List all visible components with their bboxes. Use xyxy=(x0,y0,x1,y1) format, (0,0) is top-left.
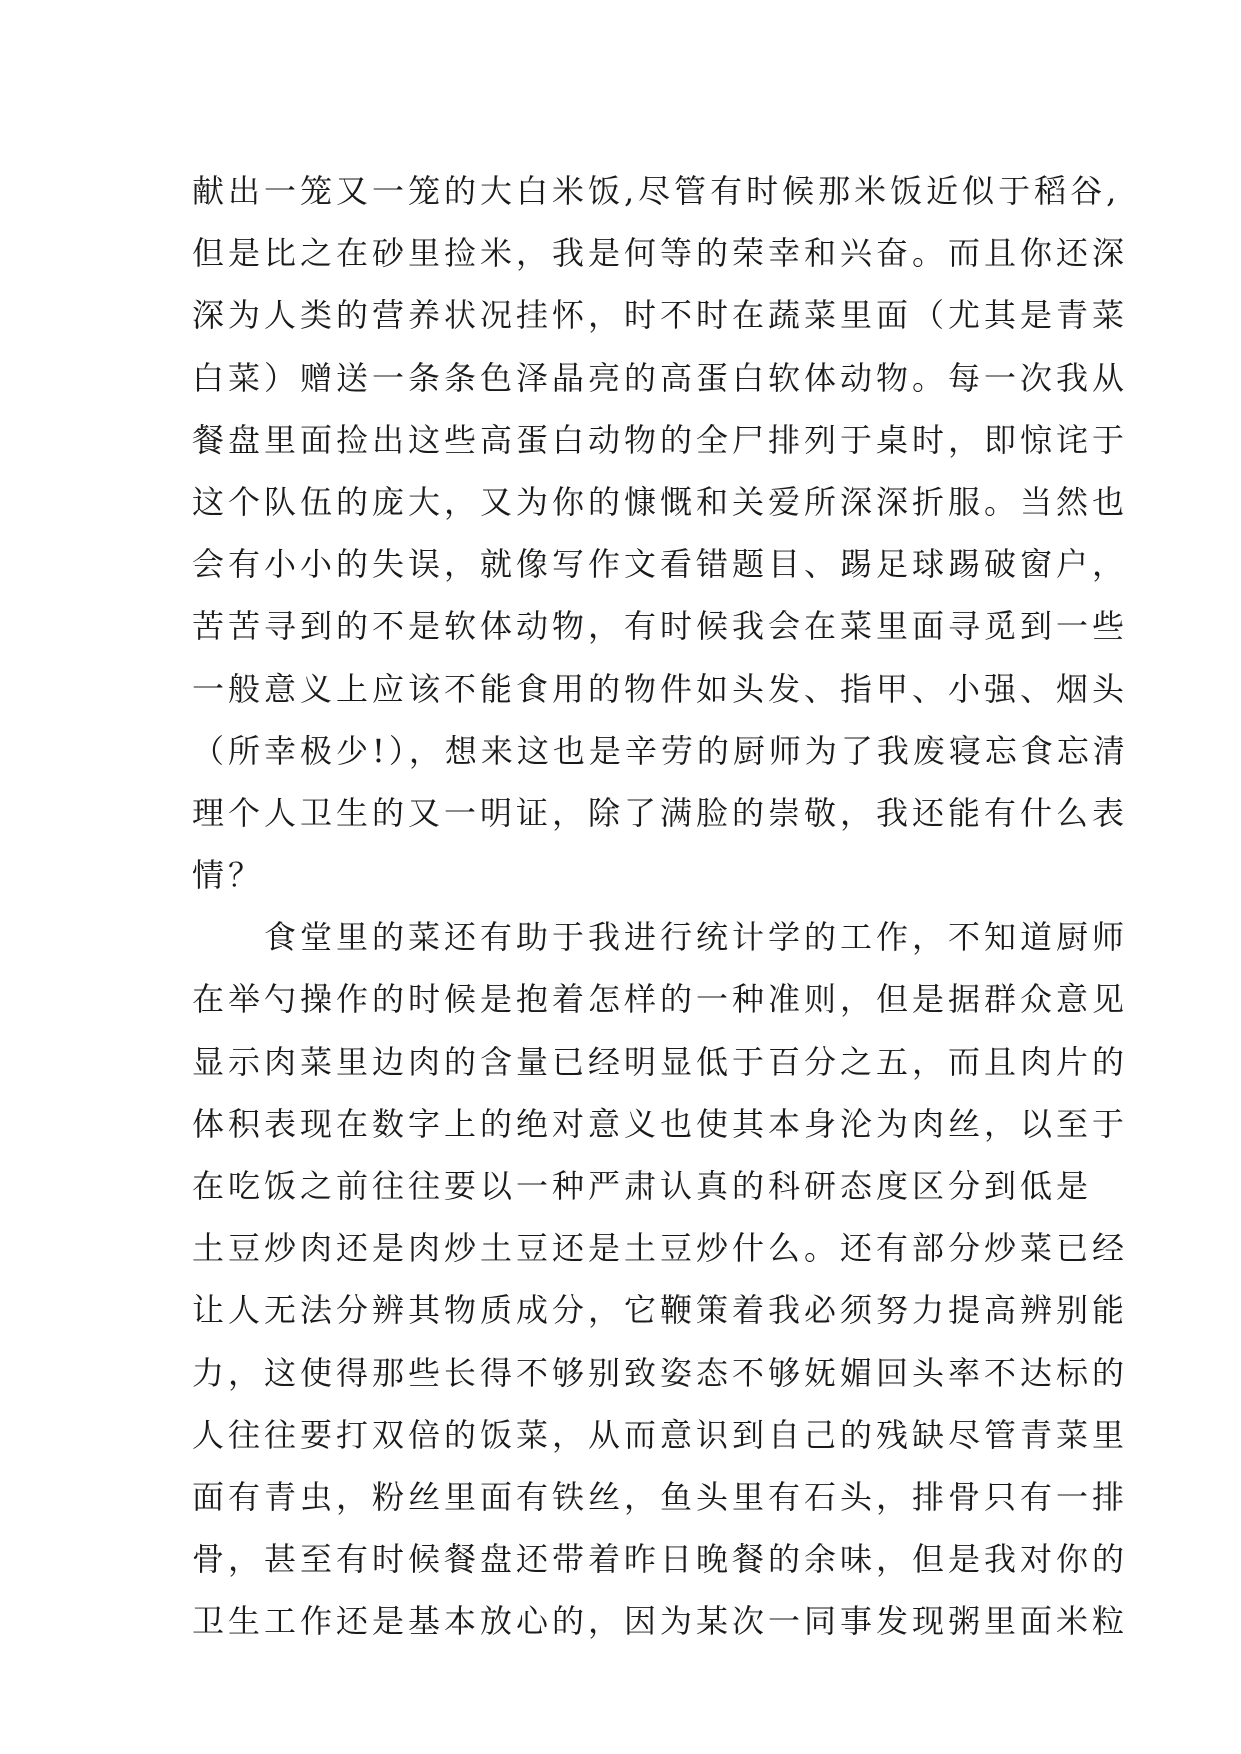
text-line: 让人无法分辨其物质成分，它鞭策着我必须努力提高辨别能 xyxy=(192,1291,1129,1330)
text-line: 骨，甚至有时候餐盘还带着昨日晚餐的余味，但是我对你的 xyxy=(192,1540,1129,1579)
text-line: 理个人卫生的又一明证，除了满脸的崇敬，我还能有什么表 xyxy=(192,793,1129,832)
body-text xyxy=(192,160,1129,1653)
text-line: 深为人类的营养状况挂怀，时不时在蔬菜里面（尤其是青菜 xyxy=(192,296,1129,335)
text-line: 人往往要打双倍的饭菜，从而意识到自己的残缺尽管青菜里 xyxy=(192,1415,1129,1454)
text-line: 但是比之在砂里捡米，我是何等的荣幸和兴奋。而且你还深 xyxy=(192,234,1129,273)
text-line: 在吃饭之前往往要以一种严肃认真的科研态度区分到低是 xyxy=(192,1167,1093,1205)
text-line: 土豆炒肉还是肉炒土豆还是土豆炒什么。还有部分炒菜已经 xyxy=(192,1229,1129,1268)
text-line: 这个队伍的庞大，又为你的慷慨和关爱所深深折服。当然也 xyxy=(192,482,1129,521)
text-line: 餐盘里面捡出这些高蛋白动物的全尸排列于桌时，即惊诧于 xyxy=(192,420,1129,459)
text-line: 会有小小的失误，就像写作文看错题目、踢足球踢破窗户， xyxy=(192,545,1129,584)
text-line: 情？ xyxy=(192,856,265,895)
text-line: 力，这使得那些长得不够别致姿态不够妩媚回头率不达标的 xyxy=(192,1353,1129,1392)
text-line: 体积表现在数字上的绝对意义也使其本身沦为肉丝，以至于 xyxy=(192,1104,1129,1143)
text-line: 献出一笼又一笼的大白米饭,尽管有时候那米饭近似于稻谷, xyxy=(192,172,1121,210)
text-line: 在举勺操作的时候是抱着怎样的一种准则，但是据群众意见 xyxy=(192,980,1129,1019)
text-line: 一般意义上应该不能食用的物件如头发、指甲、小强、烟头 xyxy=(192,669,1129,708)
text-line: 卫生工作还是基本放心的，因为某次一同事发现粥里面米粒 xyxy=(192,1602,1129,1641)
text-line: 显示肉菜里边肉的含量已经明显低于百分之五，而且肉片的 xyxy=(192,1042,1129,1081)
text-line: 苦苦寻到的不是软体动物，有时候我会在菜里面寻觅到一些 xyxy=(192,607,1129,646)
text-line: 面有青虫，粉丝里面有铁丝，鱼头里有石头，排骨只有一排 xyxy=(192,1477,1129,1516)
text-line: （所幸极少!），想来这也是辛劳的厨师为了我废寝忘食忘清 xyxy=(192,731,1129,770)
text-line: 白菜）赠送一条条色泽晶亮的高蛋白软体动物。每一次我从 xyxy=(192,358,1129,397)
text-line-indented: 食堂里的菜还有助于我进行统计学的工作，不知道厨师 xyxy=(264,918,1129,957)
